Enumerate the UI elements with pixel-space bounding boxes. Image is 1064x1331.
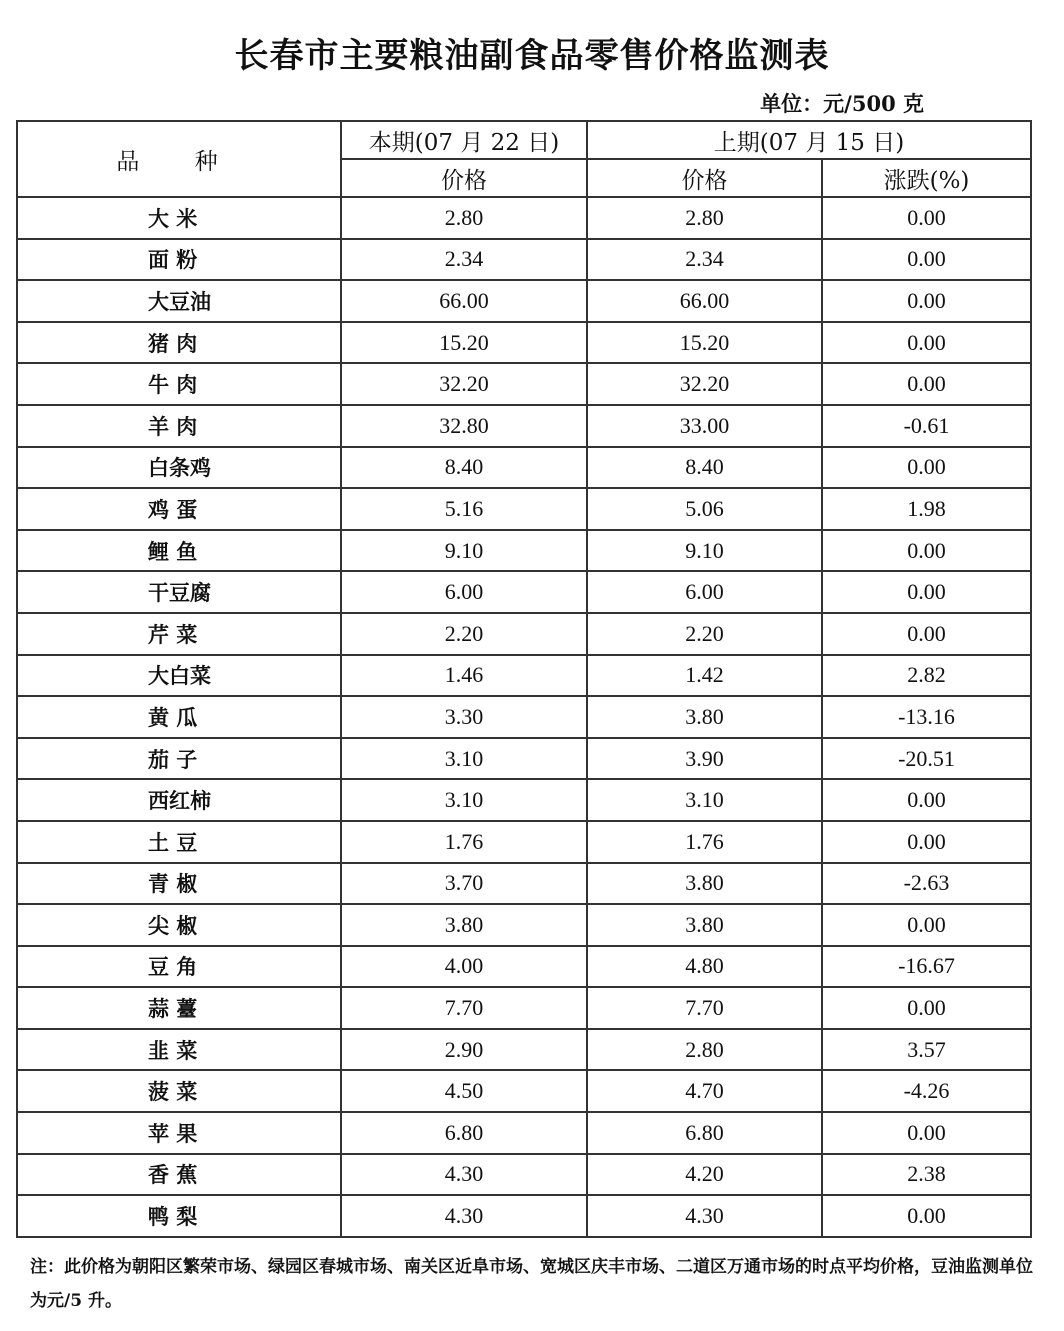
table-row xyxy=(17,239,1031,281)
table-row xyxy=(17,779,1031,821)
item-name-cell: 青 椒 xyxy=(17,863,341,905)
current-price-cell: 4.30 xyxy=(341,1154,587,1196)
current-price-cell: 2.80 xyxy=(341,197,587,239)
header-previous-period: 上期(07 月 15 日) xyxy=(587,121,1031,159)
change-cell: -16.67 xyxy=(822,946,1031,988)
footnote: 注：此价格为朝阳区繁荣市场、绿园区春城市场、南关区近阜市场、宽城区庆丰市场、二道区万通市场的时点平均价格，豆油监测单位为元/5 升。 xyxy=(30,1257,1033,1311)
previous-price-cell: 66.00 xyxy=(587,280,822,322)
table-row xyxy=(17,1029,1031,1071)
page-title: 长春市主要粮油副食品零售价格监测表 xyxy=(234,36,830,76)
item-name-cell: 茄 子 xyxy=(17,738,341,780)
current-price-cell: 32.20 xyxy=(341,363,587,405)
current-price-cell: 7.70 xyxy=(341,987,587,1029)
change-cell: 2.82 xyxy=(822,655,1031,697)
change-cell: 0.00 xyxy=(822,530,1031,572)
current-price-cell: 6.80 xyxy=(341,1112,587,1154)
item-name-cell: 大白菜 xyxy=(17,655,341,697)
item-name-cell: 猪 肉 xyxy=(17,322,341,364)
item-name-cell: 韭 菜 xyxy=(17,1029,341,1071)
table-row xyxy=(17,1154,1031,1196)
change-cell: 1.98 xyxy=(822,488,1031,530)
current-price-cell: 3.70 xyxy=(341,863,587,905)
table-body xyxy=(17,197,1031,1237)
current-price-cell: 32.80 xyxy=(341,405,587,447)
current-price-cell: 15.20 xyxy=(341,322,587,364)
unit-label: 单位：元/500 克 xyxy=(760,91,924,116)
current-price-cell: 3.10 xyxy=(341,738,587,780)
table-row xyxy=(17,904,1031,946)
current-price-cell: 8.40 xyxy=(341,447,587,489)
table-row xyxy=(17,946,1031,988)
previous-price-cell: 3.80 xyxy=(587,696,822,738)
item-name-cell: 西红柿 xyxy=(17,779,341,821)
current-price-cell: 1.76 xyxy=(341,821,587,863)
item-name-cell: 大 米 xyxy=(17,197,341,239)
table-row xyxy=(17,1070,1031,1112)
previous-price-cell: 3.80 xyxy=(587,904,822,946)
item-name-cell: 干豆腐 xyxy=(17,571,341,613)
table-row xyxy=(17,987,1031,1029)
previous-price-cell: 2.80 xyxy=(587,1029,822,1071)
table-row xyxy=(17,821,1031,863)
previous-price-cell: 7.70 xyxy=(587,987,822,1029)
previous-price-cell: 33.00 xyxy=(587,405,822,447)
table-row xyxy=(17,655,1031,697)
header-change: 涨跌(%) xyxy=(822,159,1031,197)
table-row xyxy=(17,197,1031,239)
previous-price-cell: 2.80 xyxy=(587,197,822,239)
item-name-cell: 面 粉 xyxy=(17,239,341,281)
previous-price-cell: 1.76 xyxy=(587,821,822,863)
table-row xyxy=(17,863,1031,905)
change-cell: 0.00 xyxy=(822,322,1031,364)
change-cell: 0.00 xyxy=(822,239,1031,281)
change-cell: 0.00 xyxy=(822,987,1031,1029)
header-item: 品 种 xyxy=(17,121,341,197)
previous-price-cell: 3.80 xyxy=(587,863,822,905)
previous-price-cell: 8.40 xyxy=(587,447,822,489)
price-table xyxy=(16,120,1032,1238)
item-name-cell: 大豆油 xyxy=(17,280,341,322)
change-cell: 0.00 xyxy=(822,571,1031,613)
previous-price-cell: 4.20 xyxy=(587,1154,822,1196)
header-current-period: 本期(07 月 22 日) xyxy=(341,121,587,159)
item-name-cell: 蒜 薹 xyxy=(17,987,341,1029)
item-name-cell: 尖 椒 xyxy=(17,904,341,946)
previous-price-cell: 2.34 xyxy=(587,239,822,281)
current-price-cell: 4.30 xyxy=(341,1195,587,1237)
item-name-cell: 牛 肉 xyxy=(17,363,341,405)
previous-price-cell: 5.06 xyxy=(587,488,822,530)
current-price-cell: 3.80 xyxy=(341,904,587,946)
item-name-cell: 芹 菜 xyxy=(17,613,341,655)
table-row xyxy=(17,488,1031,530)
current-price-cell: 2.90 xyxy=(341,1029,587,1071)
current-price-cell: 3.10 xyxy=(341,779,587,821)
table-row xyxy=(17,1195,1031,1237)
item-name-cell: 黄 瓜 xyxy=(17,696,341,738)
table-row xyxy=(17,280,1031,322)
previous-price-cell: 2.20 xyxy=(587,613,822,655)
previous-price-cell: 1.42 xyxy=(587,655,822,697)
table-row xyxy=(17,1112,1031,1154)
change-cell: 0.00 xyxy=(822,363,1031,405)
current-price-cell: 5.16 xyxy=(341,488,587,530)
table-row xyxy=(17,738,1031,780)
table-row xyxy=(17,530,1031,572)
header-previous-price: 价格 xyxy=(587,159,822,197)
item-name-cell: 鸡 蛋 xyxy=(17,488,341,530)
table-row xyxy=(17,696,1031,738)
table-row xyxy=(17,322,1031,364)
item-name-cell: 菠 菜 xyxy=(17,1070,341,1112)
change-cell: 2.38 xyxy=(822,1154,1031,1196)
item-name-cell: 鸭 梨 xyxy=(17,1195,341,1237)
item-name-cell: 白条鸡 xyxy=(17,447,341,489)
change-cell: 0.00 xyxy=(822,1195,1031,1237)
current-price-cell: 2.20 xyxy=(341,613,587,655)
previous-price-cell: 4.30 xyxy=(587,1195,822,1237)
item-name-cell: 苹 果 xyxy=(17,1112,341,1154)
previous-price-cell: 9.10 xyxy=(587,530,822,572)
previous-price-cell: 4.80 xyxy=(587,946,822,988)
current-price-cell: 66.00 xyxy=(341,280,587,322)
item-name-cell: 豆 角 xyxy=(17,946,341,988)
previous-price-cell: 15.20 xyxy=(587,322,822,364)
item-name-cell: 香 蕉 xyxy=(17,1154,341,1196)
change-cell: 0.00 xyxy=(822,1112,1031,1154)
current-price-cell: 3.30 xyxy=(341,696,587,738)
table-row xyxy=(17,571,1031,613)
previous-price-cell: 3.90 xyxy=(587,738,822,780)
item-name-cell: 鲤 鱼 xyxy=(17,530,341,572)
change-cell: 0.00 xyxy=(822,280,1031,322)
table-row xyxy=(17,613,1031,655)
change-cell: -20.51 xyxy=(822,738,1031,780)
table-row xyxy=(17,405,1031,447)
change-cell: -0.61 xyxy=(822,405,1031,447)
change-cell: 3.57 xyxy=(822,1029,1031,1071)
change-cell: 0.00 xyxy=(822,779,1031,821)
change-cell: 0.00 xyxy=(822,904,1031,946)
change-cell: 0.00 xyxy=(822,613,1031,655)
previous-price-cell: 32.20 xyxy=(587,363,822,405)
current-price-cell: 4.50 xyxy=(341,1070,587,1112)
change-cell: -2.63 xyxy=(822,863,1031,905)
change-cell: -4.26 xyxy=(822,1070,1031,1112)
change-cell: 0.00 xyxy=(822,447,1031,489)
current-price-cell: 9.10 xyxy=(341,530,587,572)
change-cell: 0.00 xyxy=(822,821,1031,863)
current-price-cell: 6.00 xyxy=(341,571,587,613)
table-row xyxy=(17,363,1031,405)
previous-price-cell: 6.00 xyxy=(587,571,822,613)
item-name-cell: 土 豆 xyxy=(17,821,341,863)
current-price-cell: 1.46 xyxy=(341,655,587,697)
header-current-price: 价格 xyxy=(341,159,587,197)
current-price-cell: 2.34 xyxy=(341,239,587,281)
change-cell: 0.00 xyxy=(822,197,1031,239)
change-cell: -13.16 xyxy=(822,696,1031,738)
item-name-cell: 羊 肉 xyxy=(17,405,341,447)
previous-price-cell: 4.70 xyxy=(587,1070,822,1112)
previous-price-cell: 3.10 xyxy=(587,779,822,821)
previous-price-cell: 6.80 xyxy=(587,1112,822,1154)
current-price-cell: 4.00 xyxy=(341,946,587,988)
table-row xyxy=(17,447,1031,489)
